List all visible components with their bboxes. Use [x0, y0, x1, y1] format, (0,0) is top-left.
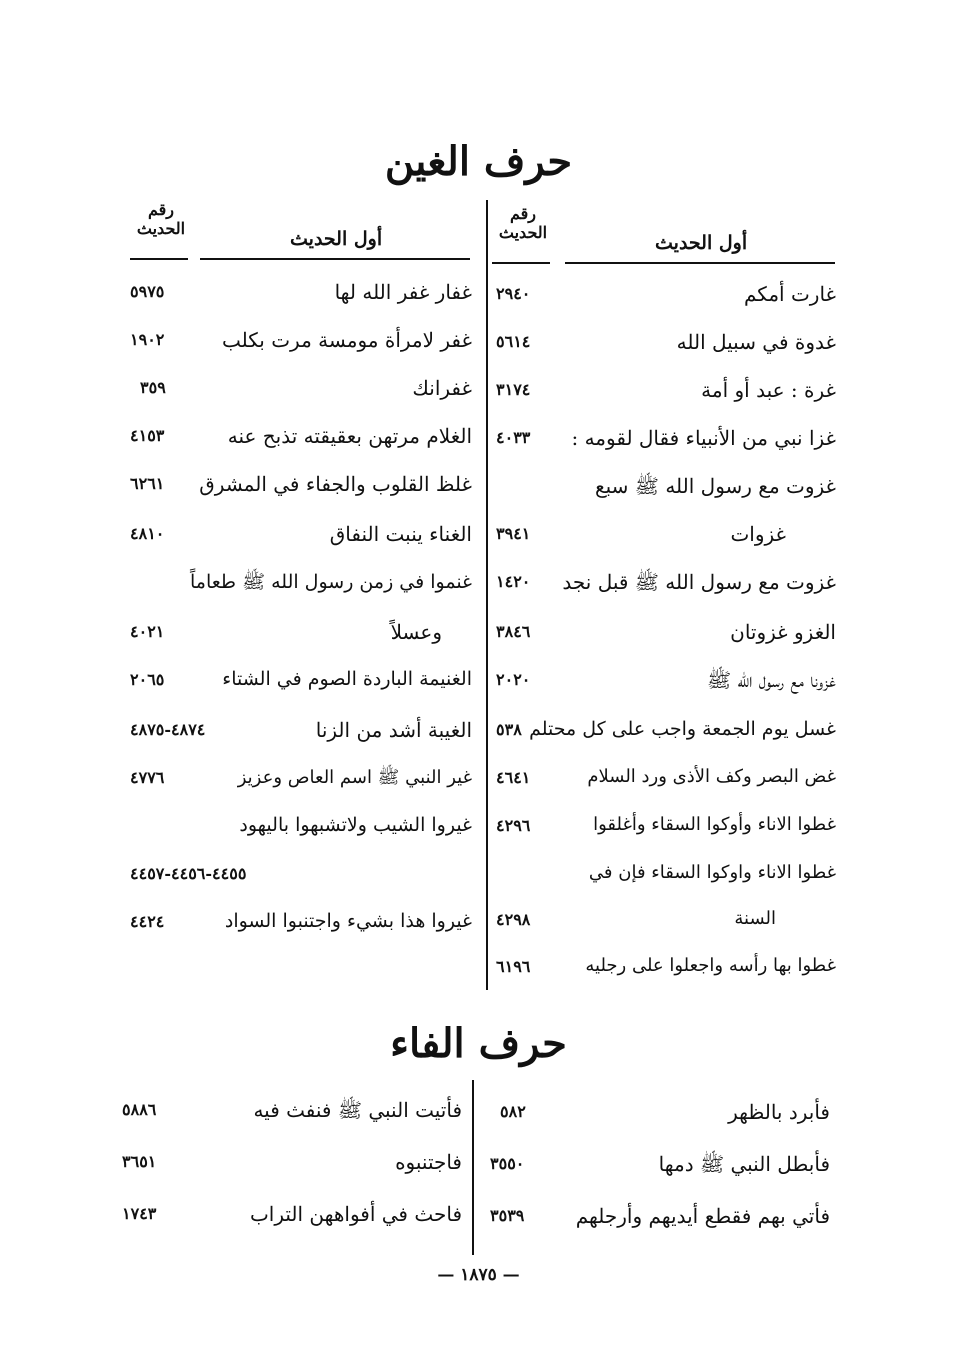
right-header-rule [565, 262, 835, 264]
right-num-rule [492, 262, 550, 264]
list-item: غزونا مع رسول الله ﷺ ٢٠٢٠ [496, 668, 836, 692]
page-number: — ١٨٧٥ — [437, 1265, 520, 1285]
list-item: غير النبي ﷺ اسم العاص وعزيز ٤٧٧٦ [130, 767, 472, 788]
list-item: غفار غفر الله لها ٥٩٧٥ [130, 280, 472, 304]
list-item: فأتي بهم فقطع أيديهم وأرجلهم ٣٥٣٩ [490, 1204, 830, 1228]
list-item: غدوة في سبيل الله ٥٦١٤ [496, 330, 836, 354]
list-item: غيروا هذا بشيء واجتنبوا السواد ٤٤٢٤ [130, 910, 472, 932]
list-item: غسل يوم الجمعة واجب على كل محتلم ٥٣٨ [496, 718, 836, 740]
list-item: الغناء ينبت النفاق ٤٨١٠ [130, 522, 472, 546]
list-item: غنموا في زمن رسول الله ﷺ طعاماً [190, 571, 472, 593]
list-item: غزوات ٣٩٤١ [496, 522, 786, 546]
list-item: فأبطل النبي ﷺ دمها ٣٥٥٠ [490, 1152, 830, 1176]
list-item: الغنيمة الباردة الصوم في الشتاء ٢٠٦٥ [130, 668, 472, 690]
list-item: الغيبة أشد من الزنا ٤٨٧٤-٤٨٧٥ [130, 718, 472, 742]
list-item: غطوا الاناء واوكوا السقاء فإن في [588, 862, 836, 883]
list-item: غطوا بها رأسه واجعلوا على رجليه ٦١٩٦ [496, 955, 836, 976]
list-item: غارت أمكم ٢٩٤٠ [496, 282, 836, 306]
list-item: الغلام مرتهن بعقيقته تذبح عنه ٤١٥٣ [130, 424, 472, 448]
list-item: غرة : عبد أو أمة ٣١٧٤ [496, 378, 836, 402]
list-item: فاجتنبوه ٣٦٥١ [122, 1150, 462, 1174]
list-item: غض البصر وكف الأذى ورد السلام ٤٦٤١ [496, 766, 836, 787]
left-header-number: رقم الحديث [136, 200, 186, 238]
section-title-ghain: حرف الغين [384, 138, 573, 185]
list-item: غزوت مع رسول الله ﷺ قبل نجد ١٤٢٠ [496, 570, 836, 594]
left-header-rule [200, 258, 470, 260]
list-item: غطوا الاناء وأوكوا السقاء وأغلقوا ٤٢٩٦ [496, 814, 836, 835]
list-item: غزوت مع رسول الله ﷺ سبع [595, 474, 836, 498]
list-item: غفر لامرأة مومسة مرت بكلب ١٩٠٢ [130, 328, 472, 352]
list-item: وعسلاً ٤٠٢١ [130, 620, 442, 644]
list-item: غفرانك ٣٥٩ [140, 376, 472, 400]
list-item: غلظ القلوب والجفاء في المشرق ٦٢٦١ [130, 472, 472, 496]
left-num-rule [130, 258, 188, 260]
list-item: فاحث في أفواههن التراب ١٧٤٣ [122, 1202, 462, 1226]
list-item: فأتيت النبي ﷺ فنفث فيه ٥٨٨٦ [122, 1098, 462, 1122]
column-divider [472, 1080, 474, 1255]
list-item: فأبرد بالظهر ٥٨٢ [500, 1100, 830, 1124]
right-header-title: أول الحديث [655, 232, 748, 254]
list-item: السنة ٤٢٩٨ [496, 908, 776, 929]
list-item: الغزو غزوتان ٣٨٤٦ [496, 620, 836, 644]
list-item: غيروا الشيب ولاتشبهوا باليهود [239, 814, 472, 836]
right-header-number: رقم الحديث [498, 204, 548, 242]
column-divider [486, 200, 488, 990]
list-item: غزا نبي من الأنبياء فقال لقومه : ٤٠٣٣ [496, 426, 836, 450]
section-title-fa: حرف الفاء [390, 1020, 567, 1067]
list-item: ٤٤٥٥-٤٤٥٦-٤٤٥٧ [130, 864, 247, 883]
left-header-title: أول الحديث [290, 228, 383, 250]
